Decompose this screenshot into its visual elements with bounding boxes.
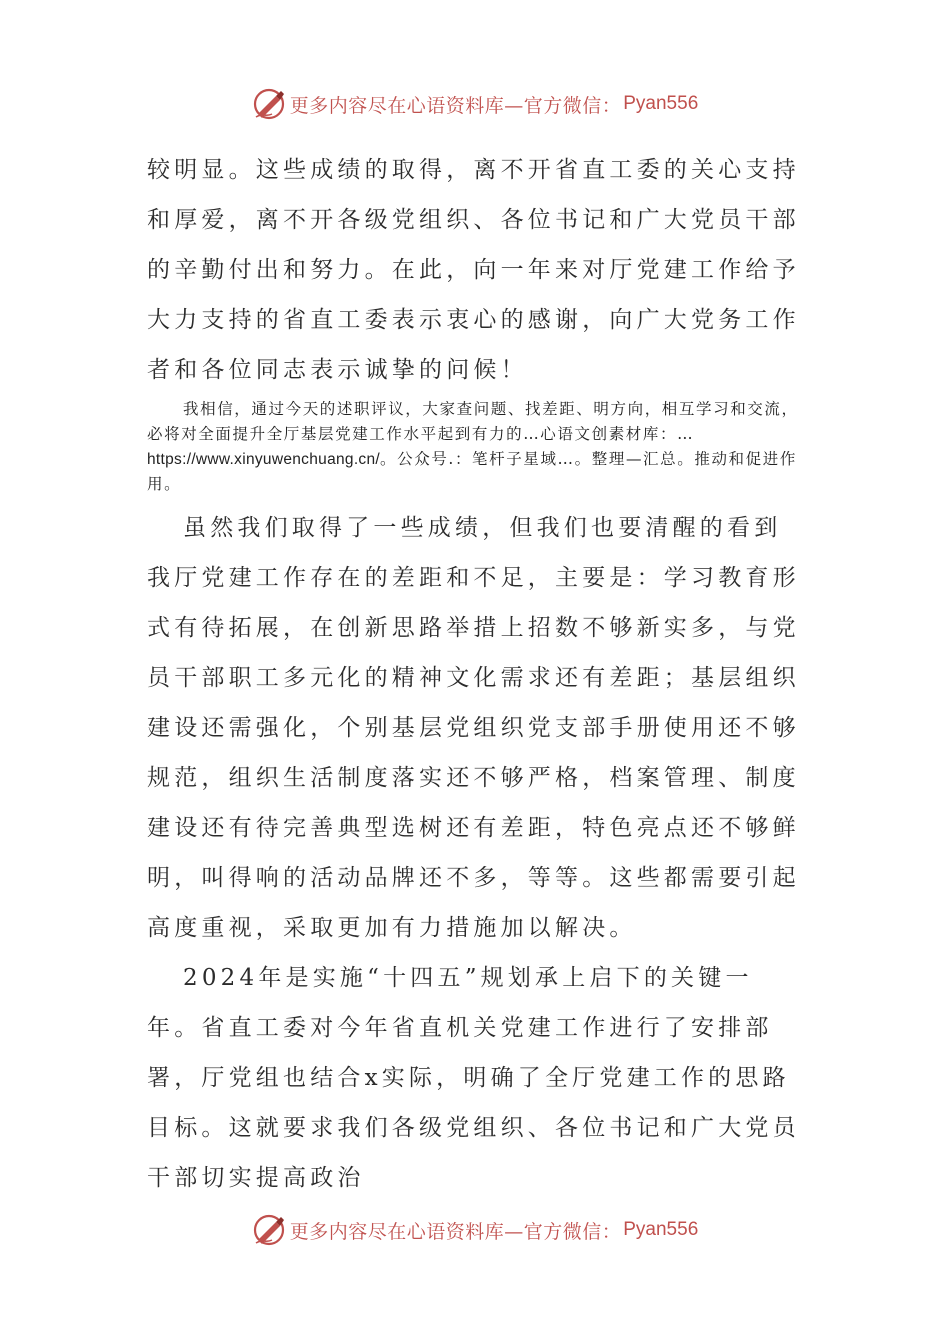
paragraph-3: 虽然我们取得了一些成绩，但我们也要清醒的看到我厅党建工作存在的差距和不足，主要是：学习教育形式有待拓展，在创新思路举措上招数不够新实多，与党员干部职工多元化的精神文化需求还有差距；基层组织建设还需强化，个别基层党组织党支部手册使用还不够规范，组织生活制度落实还不够严格，档案管理、制度建设还有待完善典型选树还有差距，特色亮点还不够鲜明，叫得响的活动品牌还不多，等等。这些都需要引起高度重视，采取更加有力措施加以解决。 [147,515,800,941]
footer-banner [0,1210,950,1250]
pen-logo-icon [252,87,286,121]
paragraph-2-url: https://www.xinyuwenchuang.cn/ [147,451,381,468]
document-body [147,145,807,1203]
paragraph-4: 2024年是实施“十四五”规划承上启下的关键一年。省直工委对今年省直机关党建工作进行了安排部署，厅党组也结合x实际，明确了全厅党建工作的思路目标。这就要求我们各级党组织、各位书记和广大党员干部切实提高政治 [147,965,800,1191]
footer-banner-text: 更多内容尽在心语资料库—官方微信： [289,1220,622,1243]
header-banner-text: 更多内容尽在心语资料库—官方微信： [289,94,622,117]
footer-banner-id: Pyan556 [623,1219,699,1240]
paragraph-2 [147,397,807,497]
paragraph-1: 较明显。这些成绩的取得，离不开省直工委的关心支持和厚爱，离不开各级党组织、各位书记和广大党员干部的辛勤付出和努力。在此，向一年来对厅党建工作给予大力支持的省直工委表示衷心的感谢，向广大党务工作者和各位同志表示诚挚的问候！ [147,157,800,383]
header-banner [0,84,950,124]
pen-logo-icon [252,1213,286,1247]
header-banner-id: Pyan556 [623,93,699,114]
paragraph-2-text-a: 我相信，通过今天的述职评议，大家查问题、找差距、明方向，相互学习和交流，必将对全面提升全厅基层党建工作水平起到有力的…心语文创素材库：… [147,400,799,443]
paragraph-2-text-b: 。公众号.：笔杆子星域…。整理—汇总。推动和促进作用。 [147,450,797,493]
